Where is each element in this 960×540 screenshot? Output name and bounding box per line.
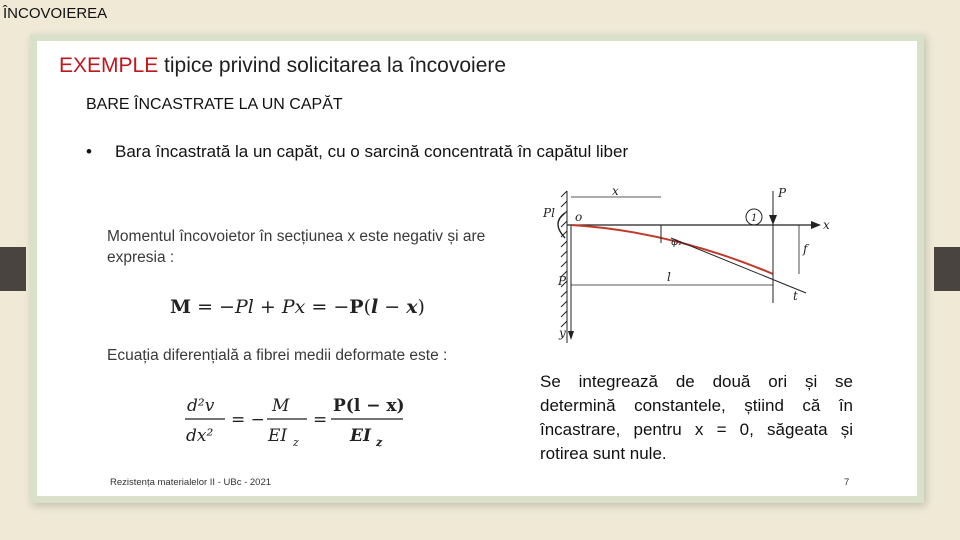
label-phi: φ₁ <box>671 237 683 248</box>
slide-heading <box>59 54 506 78</box>
moment-description: Momentul încovoietor în secțiunea x este negativ și are expresia : <box>107 228 486 266</box>
svg-text:EI: EI <box>268 426 288 446</box>
right-edge-tab <box>934 247 960 291</box>
slide-content <box>37 41 917 496</box>
slide-footer: Rezistența materialelor II - UBc - 2021 <box>110 477 272 488</box>
moment-formula: M = −Pl + Px = −P(l − x) <box>170 296 425 318</box>
bullet-marker: • <box>86 142 92 161</box>
heading-rest: tipice privind solicitarea la încovoiere <box>158 54 507 77</box>
svg-text:P(l − x): P(l − x) <box>333 396 405 416</box>
label-y: y <box>559 326 566 340</box>
bullet-text: Bara încastrată la un capăt, cu o sarcină concentrată în capătul liber <box>115 142 629 161</box>
label-f: f <box>803 242 808 256</box>
label-x-axis: x <box>823 218 830 232</box>
svg-text:dx²: dx² <box>186 426 214 446</box>
heading-accent: EXEMPLE <box>59 54 159 77</box>
svg-text:M: M <box>272 396 290 416</box>
label-x-top: x <box>612 184 619 198</box>
svg-text:z: z <box>293 436 299 449</box>
differential-equation-formula <box>185 389 405 451</box>
label-p-top: P <box>778 186 787 200</box>
svg-text:EI: EI <box>350 426 371 446</box>
label-l: l <box>667 270 671 284</box>
label-t: t <box>793 289 798 303</box>
svg-text:d²v: d²v <box>187 396 215 416</box>
page-number: 7 <box>844 477 850 488</box>
svg-text:= −: = − <box>231 410 265 430</box>
svg-text:=: = <box>313 410 328 430</box>
label-pl: Pl <box>543 206 555 220</box>
label-p-react: P <box>558 274 567 288</box>
section-subheading: BARE ÎNCASTRATE LA UN CAPĂT <box>86 96 343 113</box>
differential-equation-label: Ecuația diferențială a fibrei medii deformate este : <box>107 347 448 364</box>
bullet-item <box>86 140 689 163</box>
integration-note: Se integrează de două ori și se determină constantele, știind că în încastrare, pentru x = 0, săgeata și rotirea sunt nule. <box>540 372 853 463</box>
label-origin: o <box>575 210 583 224</box>
svg-text:z: z <box>376 436 383 449</box>
label-circle: 1 <box>751 213 758 224</box>
deck-title: ÎNCOVOIEREA <box>3 5 108 22</box>
cantilever-diagram <box>521 183 836 348</box>
left-edge-tab <box>0 247 26 291</box>
